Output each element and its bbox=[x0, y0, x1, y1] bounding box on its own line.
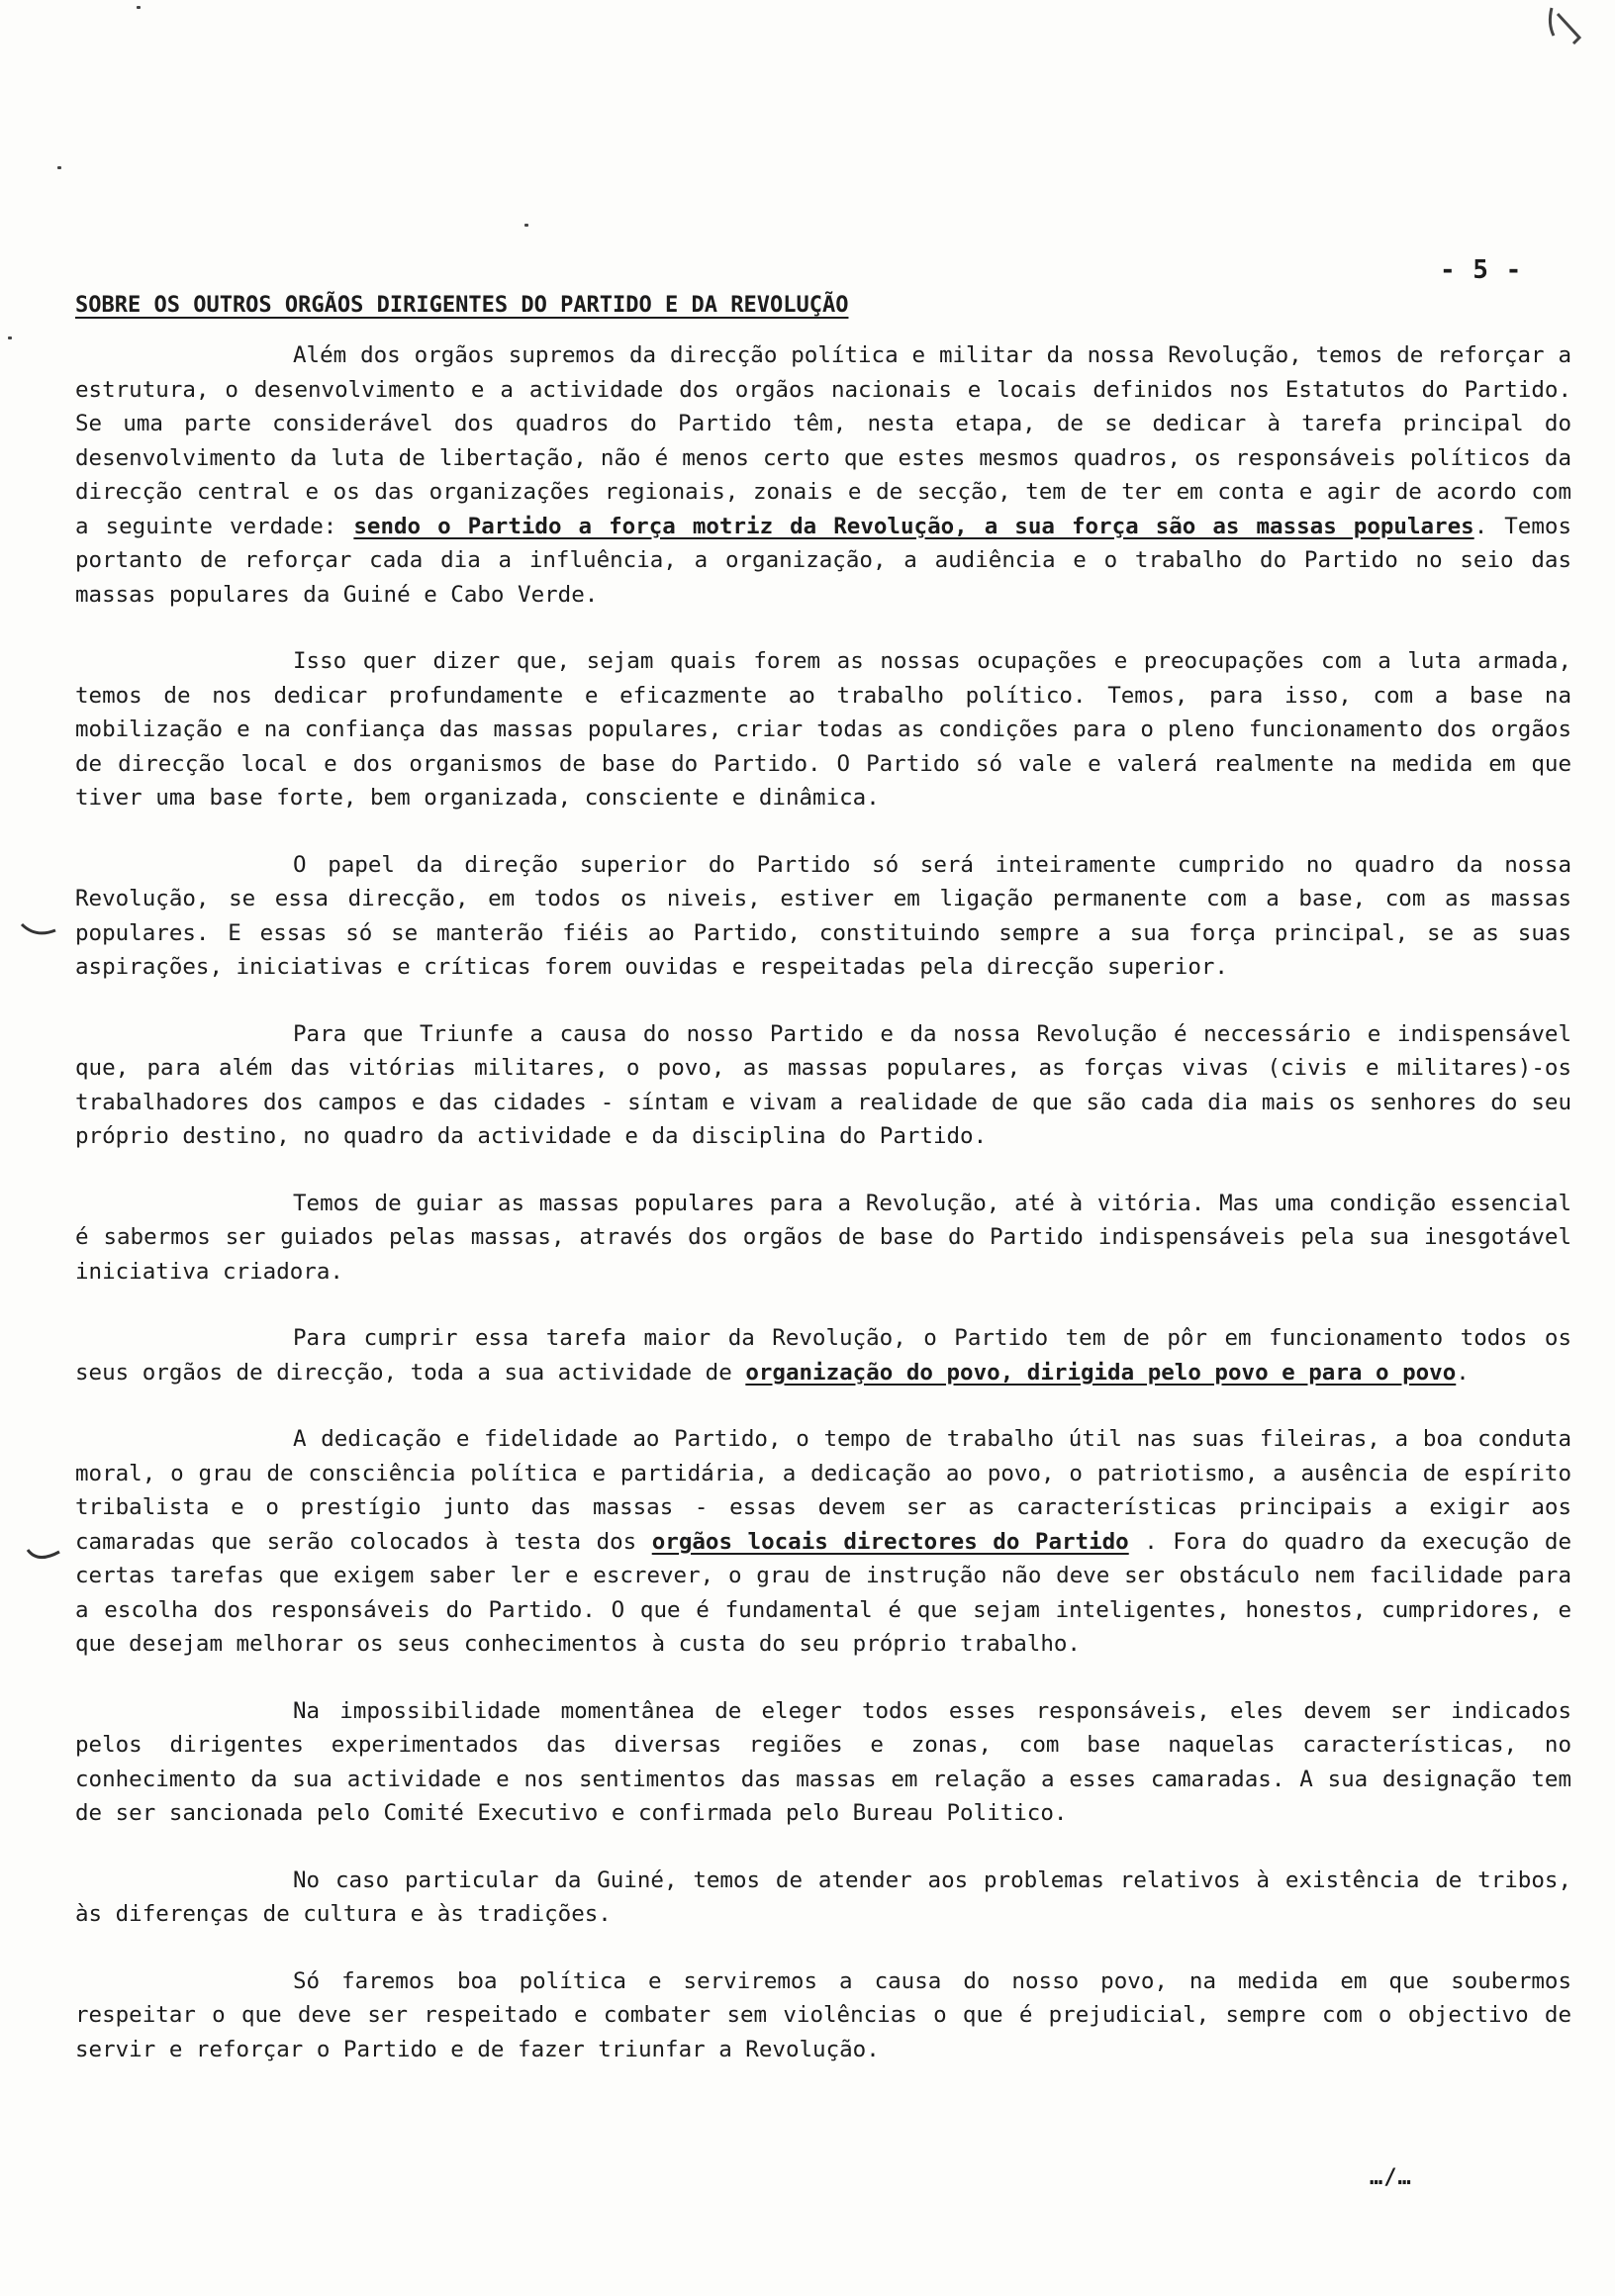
margin-bracket-mark bbox=[26, 1544, 65, 1572]
scan-speck bbox=[57, 166, 61, 169]
paragraph: No caso particular da Guiné, temos de atender aos problemas relativos à existência de tribos, às diferenças de cultura e às tradições. bbox=[75, 1866, 1571, 1927]
scan-speck bbox=[8, 336, 12, 339]
scan-speck bbox=[137, 6, 141, 9]
section-title: SOBRE OS OUTROS ORGÃOS DIRIGENTES DO PARTIDO E DA REVOLUÇÃO bbox=[75, 293, 849, 318]
paragraph: Para cumprir essa tarefa maior da Revolução, o Partido tem de pôr em funcionamento todos os seus orgãos de direcção, toda a sua actividade de organização do povo, dirigida pelo povo e para o povo. bbox=[75, 1325, 1571, 1386]
paragraph: Só faremos boa política e serviremos a causa do nosso povo, na medida em que soubermos respeitar o que deve ser respeitado e combater sem violências o que é prejudicial, sempre com o objectivo de servir e reforçar o Partido e de fazer triunfar a Revolução. bbox=[75, 1967, 1571, 2062]
document-body bbox=[75, 338, 1571, 2099]
paragraph: Isso quer dizer que, sejam quais forem as nossas ocupações e preocupações com a luta armada, temos de nos dedicar profundamente e eficazmente ao trabalho político. Temos, para isso, com a base na mobilização e na confiança das massas populares, criar todas as condições para o pleno funcionamento dos orgãos de direcção local e dos organismos de base do Partido. O Partido só vale e valerá realmente na medida em que tiver uma base forte, bem organizada, consciente e dinâmica. bbox=[75, 648, 1571, 811]
page-number: - 5 - bbox=[1440, 255, 1523, 285]
paragraph: Temos de guiar as massas populares para a Revolução, até à vitória. Mas uma condição essencial é sabermos ser guiados pelas massas, através dos orgãos de base do Partido indispensáveis pela sua inesgotável iniciativa criadora. bbox=[75, 1190, 1571, 1285]
scan-speck bbox=[524, 224, 528, 227]
paragraph: Na impossibilidade momentânea de eleger todos esses responsáveis, eles devem ser indicados pelos dirigentes experimentados das diversas regiões e zonas, com base naquelas características, no conhecimento da sua actividade e nos sentimentos das massas em relação a esses camaradas. A sua designação tem de ser sancionada pelo Comité Executivo e confirmada pelo Bureau Politico. bbox=[75, 1697, 1571, 1826]
margin-bracket-mark bbox=[20, 920, 59, 948]
corner-scan-mark bbox=[1544, 4, 1593, 67]
paragraph: O papel da direção superior do Partido só será inteiramente cumprido no quadro da nossa Revolução, se essa direcção, em todos os niveis, estiver em ligação permanente com a base, com as massas populares. E essas só se manterão fiéis ao Partido, constituindo sempre a sua força principal, se as suas aspirações, iniciativas e críticas forem ouvidas e respeitadas pela direcção superior. bbox=[75, 851, 1571, 980]
paragraph: Além dos orgãos supremos da direcção política e militar da nossa Revolução, temos de reforçar a estrutura, o desenvolvimento e a actividade dos orgãos nacionais e locais definidos nos Estatutos do Partido. Se uma parte considerável dos quadros do Partido têm, nesta etapa, de se dedicar à tarefa principal do desenvolvimento da luta de libertação, não é menos certo que estes mesmos quadros, os responsáveis políticos da direcção central e os das organizações regionais, zonais e de secção, tem de ter em conta e agir de acordo com a seguinte verdade: sendo o Partido a força motriz da Revolução, a sua força são as massas populares. Temos portanto de reforçar cada dia a influência, a organização, a audiência e o trabalho do Partido no seio das massas populares da Guiné e Cabo Verde. bbox=[75, 342, 1571, 608]
continuation-mark: …/… bbox=[1370, 2165, 1412, 2190]
paragraph: Para que Triunfe a causa do nosso Partido e da nossa Revolução é neccessário e indispensável que, para além das vitórias militares, o povo, as massas populares, as forças vivas (civis e militares)-os trabalhadores dos campos e das cidades - síntam e vivam a realidade de que são cada dia mais os senhores do seu próprio destino, no quadro da actividade e da disciplina do Partido. bbox=[75, 1020, 1571, 1149]
paragraph: A dedicação e fidelidade ao Partido, o tempo de trabalho útil nas suas fileiras, a boa conduta moral, o grau de consciência política e partidária, a dedicação ao povo, o patriotismo, a ausência de espírito tribalista e o prestígio junto das massas - essas devem ser as características principais a exigir aos camaradas que serão colocados à testa dos orgãos locais directores do Partido . Fora do quadro da execução de certas tarefas que exigem saber ler e escrever, o grau de instrução não deve ser obstáculo nem facilidade para a escolha dos responsáveis do Partido. O que é fundamental é que sejam inteligentes, honestos, cumpridores, e que desejam melhorar os seus conhecimentos à custa do seu próprio trabalho. bbox=[75, 1426, 1571, 1657]
